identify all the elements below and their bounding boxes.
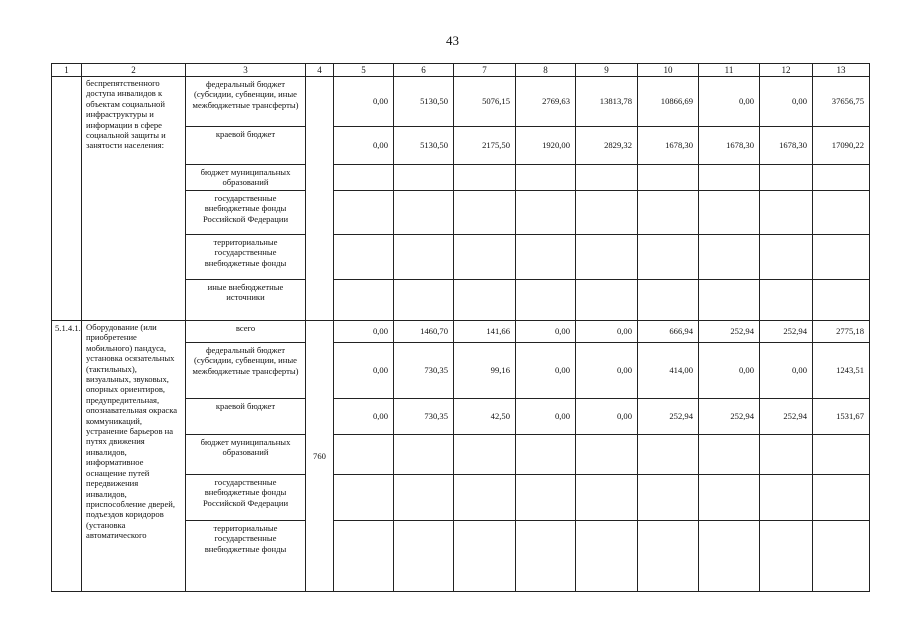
value-cell: 1678,30 <box>699 127 760 165</box>
value-cell: 0,00 <box>576 399 638 435</box>
value-cell <box>638 435 699 475</box>
table-row <box>52 77 870 127</box>
value-cell: 1531,67 <box>813 399 870 435</box>
value-cell <box>334 475 394 521</box>
value-cell: 414,00 <box>638 343 699 399</box>
value-cell <box>334 191 394 235</box>
column-4-value <box>306 77 334 321</box>
value-cell <box>813 191 870 235</box>
column-header: 11 <box>699 64 760 77</box>
value-cell <box>394 521 454 592</box>
value-cell <box>516 235 576 280</box>
value-cell <box>638 521 699 592</box>
funding-source: территориальные государственные внебюджетные фонды <box>186 521 306 592</box>
value-cell <box>699 191 760 235</box>
value-cell <box>813 165 870 191</box>
value-cell: 1243,51 <box>813 343 870 399</box>
value-cell <box>394 165 454 191</box>
value-cell <box>516 521 576 592</box>
column-header: 5 <box>334 64 394 77</box>
value-cell <box>760 191 813 235</box>
value-cell <box>576 235 638 280</box>
value-cell <box>699 521 760 592</box>
value-cell: 0,00 <box>334 127 394 165</box>
column-header: 9 <box>576 64 638 77</box>
value-cell: 0,00 <box>516 399 576 435</box>
value-cell: 2829,32 <box>576 127 638 165</box>
table-row <box>52 321 870 343</box>
value-cell: 0,00 <box>760 77 813 127</box>
value-cell <box>516 165 576 191</box>
value-cell <box>760 521 813 592</box>
value-cell: 5076,15 <box>454 77 516 127</box>
value-cell <box>760 475 813 521</box>
value-cell: 37656,75 <box>813 77 870 127</box>
value-cell <box>454 435 516 475</box>
funding-source: федеральный бюджет (субсидии, субвенции, иные межбюджетные трансферты) <box>186 77 306 127</box>
value-cell <box>576 435 638 475</box>
value-cell: 0,00 <box>516 321 576 343</box>
value-cell: 252,94 <box>699 399 760 435</box>
value-cell <box>760 280 813 321</box>
value-cell: 99,16 <box>454 343 516 399</box>
value-cell <box>334 435 394 475</box>
value-cell: 0,00 <box>760 343 813 399</box>
column-header: 1 <box>52 64 82 77</box>
funding-source: федеральный бюджет (субсидии, субвенции, иные межбюджетные трансферты) <box>186 343 306 399</box>
value-cell <box>699 235 760 280</box>
value-cell <box>813 475 870 521</box>
value-cell <box>760 165 813 191</box>
value-cell: 2775,18 <box>813 321 870 343</box>
value-cell: 2175,50 <box>454 127 516 165</box>
value-cell: 252,94 <box>760 321 813 343</box>
funding-source: бюджет муниципальных образований <box>186 435 306 475</box>
page-number: 43 <box>446 33 459 48</box>
value-cell: 42,50 <box>454 399 516 435</box>
value-cell <box>516 280 576 321</box>
value-cell <box>576 165 638 191</box>
value-cell <box>394 435 454 475</box>
value-cell <box>576 280 638 321</box>
value-cell <box>576 191 638 235</box>
value-cell <box>334 235 394 280</box>
value-cell: 1678,30 <box>638 127 699 165</box>
value-cell: 730,35 <box>394 343 454 399</box>
column-header: 2 <box>82 64 186 77</box>
value-cell: 252,94 <box>699 321 760 343</box>
value-cell <box>760 435 813 475</box>
value-cell: 10866,69 <box>638 77 699 127</box>
value-cell <box>699 435 760 475</box>
item-code <box>52 77 82 321</box>
value-cell: 13813,78 <box>576 77 638 127</box>
column-header: 13 <box>813 64 870 77</box>
value-cell <box>638 280 699 321</box>
value-cell <box>394 191 454 235</box>
item-description: беспрепятственного доступа инвалидов к объектам социальной инфраструктуры и информации в сфере социальной защиты и занятости населения: <box>82 77 186 321</box>
value-cell <box>699 280 760 321</box>
value-cell <box>813 521 870 592</box>
budget-table <box>51 63 870 592</box>
column-header: 7 <box>454 64 516 77</box>
value-cell <box>516 475 576 521</box>
value-cell: 0,00 <box>334 321 394 343</box>
value-cell <box>454 165 516 191</box>
funding-source: иные внебюджетные источники <box>186 280 306 321</box>
column-header: 3 <box>186 64 306 77</box>
column-header: 4 <box>306 64 334 77</box>
value-cell: 5130,50 <box>394 127 454 165</box>
value-cell: 5130,50 <box>394 77 454 127</box>
value-cell <box>638 475 699 521</box>
value-cell: 0,00 <box>576 321 638 343</box>
value-cell <box>454 475 516 521</box>
value-cell <box>813 435 870 475</box>
value-cell <box>454 191 516 235</box>
value-cell: 730,35 <box>394 399 454 435</box>
table-body <box>52 64 870 592</box>
value-cell <box>516 435 576 475</box>
value-cell <box>394 475 454 521</box>
value-cell <box>454 280 516 321</box>
value-cell <box>813 280 870 321</box>
header-row <box>52 64 870 77</box>
value-cell: 141,66 <box>454 321 516 343</box>
value-cell <box>394 235 454 280</box>
value-cell <box>334 521 394 592</box>
value-cell: 0,00 <box>576 343 638 399</box>
value-cell <box>760 235 813 280</box>
value-cell <box>576 521 638 592</box>
value-cell <box>516 191 576 235</box>
value-cell <box>576 475 638 521</box>
value-cell <box>638 235 699 280</box>
value-cell: 252,94 <box>760 399 813 435</box>
value-cell <box>454 521 516 592</box>
value-cell <box>699 475 760 521</box>
value-cell <box>334 165 394 191</box>
column-header: 6 <box>394 64 454 77</box>
value-cell <box>394 280 454 321</box>
column-header: 12 <box>760 64 813 77</box>
funding-source: бюджет муниципальных образований <box>186 165 306 191</box>
value-cell: 0,00 <box>334 77 394 127</box>
column-header: 10 <box>638 64 699 77</box>
funding-source: территориальные государственные внебюджетные фонды <box>186 235 306 280</box>
item-description: Оборудование (или приобретение мобильного) пандуса, установка осязательных (тактильных), визуальных, звуковых, опорных ориентиров, предупредительная, опознавательная окраска коммуникаций, устранение барьеров на путях движения инвалидов, информативное оснащение путей передвижения инвалидов, приспособление дверей, подъездов коридоров (установка автоматического <box>82 321 186 592</box>
value-cell: 666,94 <box>638 321 699 343</box>
value-cell: 252,94 <box>638 399 699 435</box>
value-cell: 1678,30 <box>760 127 813 165</box>
value-cell <box>638 165 699 191</box>
value-cell: 17090,22 <box>813 127 870 165</box>
value-cell <box>638 191 699 235</box>
funding-source: государственные внебюджетные фонды Российской Федерации <box>186 475 306 521</box>
value-cell <box>813 235 870 280</box>
column-4-value: 760 <box>306 321 334 592</box>
value-cell: 0,00 <box>699 343 760 399</box>
value-cell: 0,00 <box>334 343 394 399</box>
funding-source: краевой бюджет <box>186 127 306 165</box>
funding-source: краевой бюджет <box>186 399 306 435</box>
column-header: 8 <box>516 64 576 77</box>
value-cell <box>334 280 394 321</box>
value-cell <box>454 235 516 280</box>
value-cell: 2769,63 <box>516 77 576 127</box>
value-cell: 0,00 <box>699 77 760 127</box>
funding-source: государственные внебюджетные фонды Российской Федерации <box>186 191 306 235</box>
value-cell: 1920,00 <box>516 127 576 165</box>
value-cell: 0,00 <box>334 399 394 435</box>
item-code: 5.1.4.1. <box>52 321 82 592</box>
value-cell: 0,00 <box>516 343 576 399</box>
value-cell <box>699 165 760 191</box>
value-cell: 1460,70 <box>394 321 454 343</box>
funding-source: всего <box>186 321 306 343</box>
